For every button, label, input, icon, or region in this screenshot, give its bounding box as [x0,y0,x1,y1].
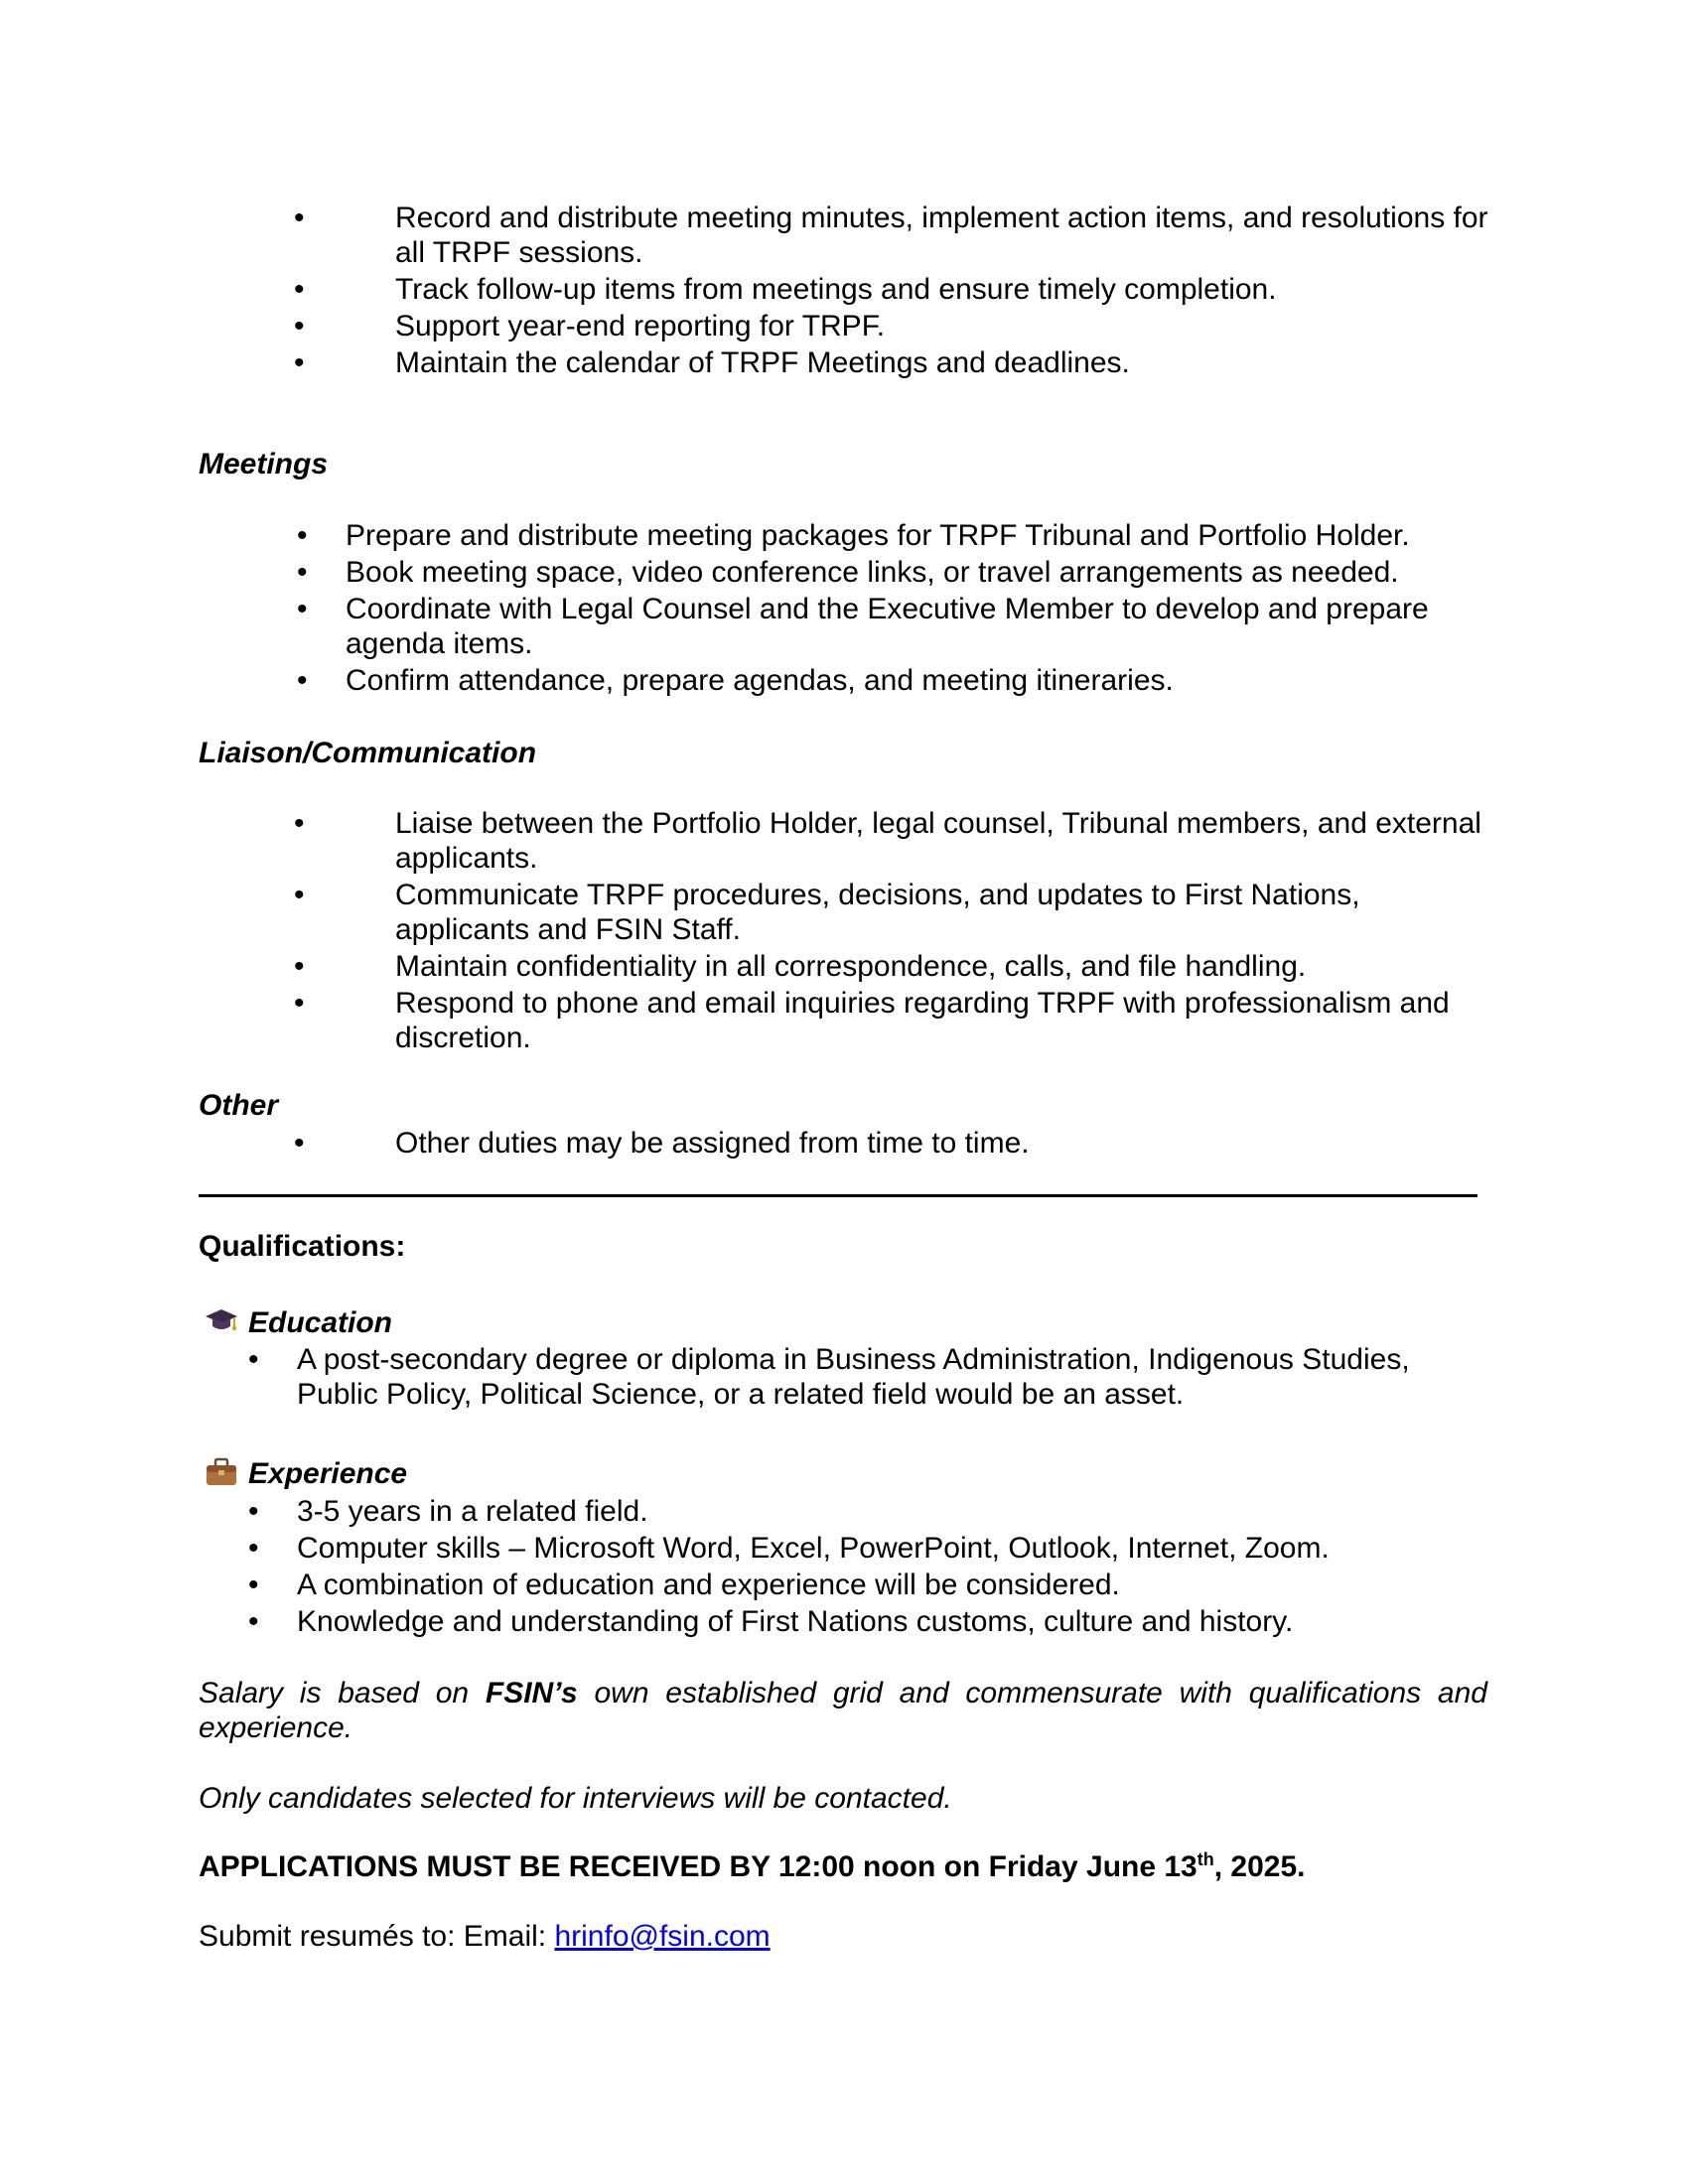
experience-heading: Experience [205,1456,407,1491]
education-list [248,1342,1498,1412]
list-item: • Prepare and distribute meeting packages for TRPF Tribunal and Portfolio Holder. [297,519,1410,552]
list-item: • Respond to phone and email inquiries regarding TRPF with professionalism and discretion. [294,987,1450,1054]
list-item: • A post-secondary degree or diploma in Business Administration, Indigenous Studies, Public Policy, Political Science, or a related field would be an asset. [248,1343,1410,1411]
liaison-list [294,806,1497,1055]
list-item: • Confirm attendance, prepare agendas, and meeting itineraries. [297,664,1174,697]
list-item: • Book meeting space, video conference links, or travel arrangements as needed. [297,556,1399,589]
bullet-icon: • [248,1495,259,1528]
bullet-icon: • [297,519,308,552]
liaison-heading: Liaison/Communication [199,737,537,769]
meetings-heading: Meetings [199,448,329,480]
education-heading: Education [205,1305,392,1340]
bullet-icon: • [294,987,305,1020]
bullet-icon: • [297,556,308,589]
salary-note: Salary is based on FSIN’s own established grid and commensurate with qualifications and experience. [199,1677,1487,1744]
bullet-icon: • [294,202,305,234]
section-divider [199,1194,1477,1197]
application-deadline: APPLICATIONS MUST BE RECEIVED BY 12:00 noon on Friday June 13th, 2025. [199,1849,1306,1883]
bullet-icon: • [294,807,305,840]
list-item: • Maintain confidentiality in all correspondence, calls, and file handling. [294,950,1307,983]
bullet-icon: • [294,346,305,379]
list-item: • A combination of education and experience will be considered. [248,1569,1120,1601]
bullet-icon: • [294,879,305,911]
bullet-icon: • [248,1532,259,1565]
bullet-icon: • [248,1605,259,1638]
briefcase-icon [205,1456,238,1488]
bullet-icon: • [248,1569,259,1601]
list-item: • Communicate TRPF procedures, decisions, and updates to First Nations, applicants and FSIN Staff. [294,879,1360,946]
meetings-list [297,518,1497,698]
bullet-icon: • [294,1127,305,1160]
list-item: • 3-5 years in a related field. [248,1495,648,1528]
bullet-icon: • [248,1343,259,1376]
list-item: • Knowledge and understanding of First Nations customs, culture and history. [248,1605,1294,1638]
bullet-icon: • [294,273,305,306]
bullet-icon: • [294,950,305,983]
other-list [294,1126,1497,1160]
submit-line: Submit resumés to: Email: hrinfo@fsin.com [199,1920,771,1953]
list-item: • Other duties may be assigned from time to time. [294,1127,1030,1160]
email-link[interactable]: hrinfo@fsin.com [554,1920,771,1953]
graduation-cap-icon [205,1305,238,1337]
bullet-icon: • [294,310,305,342]
list-item: • Liaise between the Portfolio Holder, legal counsel, Tribunal members, and external applicants. [294,807,1481,875]
qualifications-heading: Qualifications: [199,1230,406,1263]
bullet-icon: • [297,664,308,697]
other-heading: Other [199,1089,279,1122]
bullet-icon: • [297,593,308,625]
list-item: • Computer skills – Microsoft Word, Excel, PowerPoint, Outlook, Internet, Zoom. [248,1532,1330,1565]
experience-list [248,1494,1498,1639]
list-item: • Track follow-up items from meetings and ensure timely completion. [294,273,1277,306]
list-item: • Support year-end reporting for TRPF. [294,310,886,342]
contact-note: Only candidates selected for interviews will be contacted. [199,1782,952,1815]
duties-list [294,201,1497,380]
list-item: • Record and distribute meeting minutes, implement action items, and resolutions for all TRPF sessions. [294,202,1488,269]
list-item: • Maintain the calendar of TRPF Meetings and deadlines. [294,346,1130,379]
list-item: • Coordinate with Legal Counsel and the Executive Member to develop and prepare agenda items. [297,593,1429,660]
